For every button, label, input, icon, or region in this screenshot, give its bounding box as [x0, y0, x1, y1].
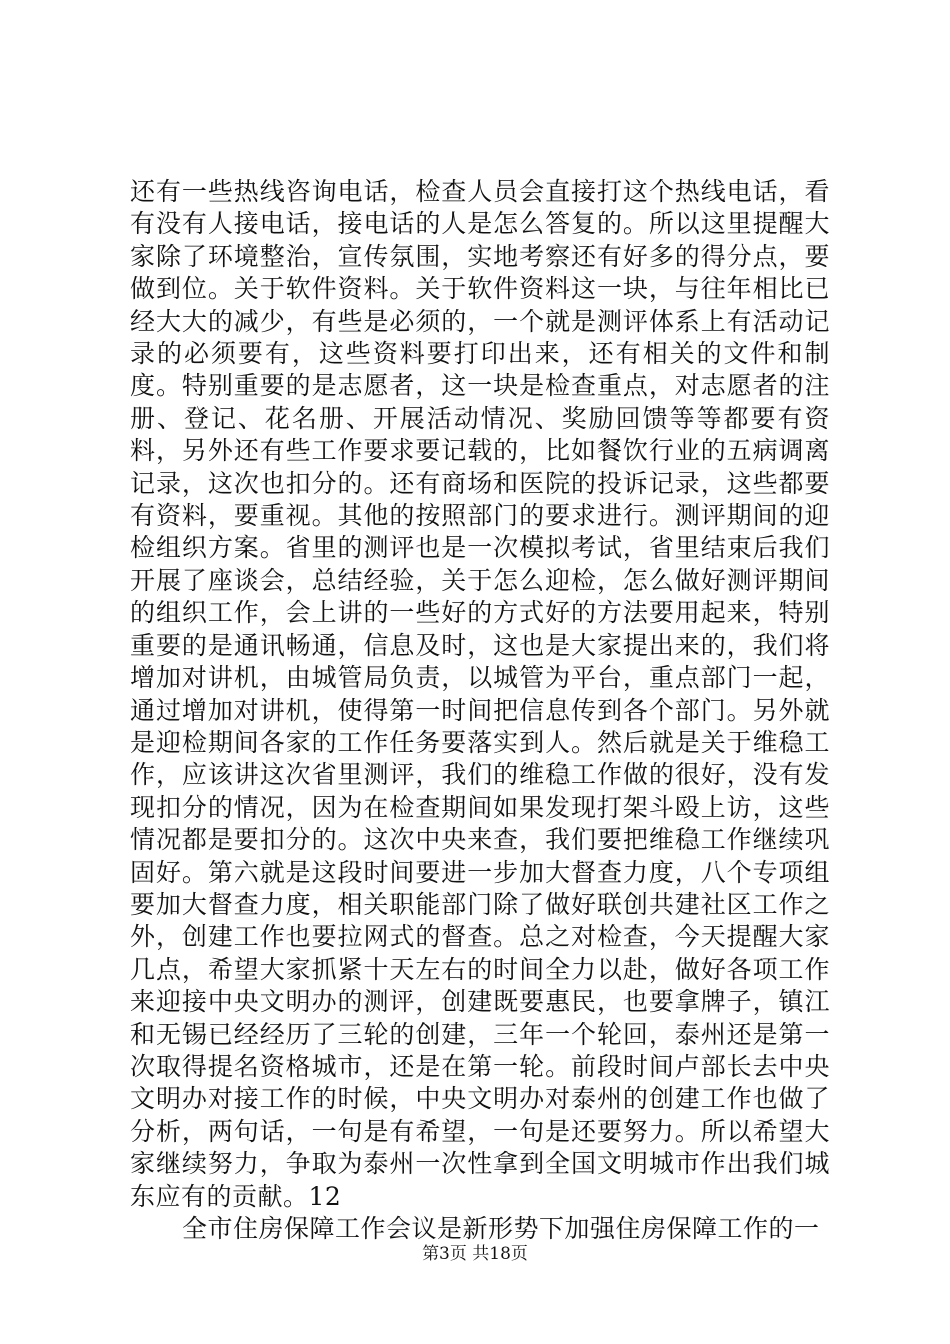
document-body	[130, 176, 830, 1245]
paragraph-1: 还有一些热线咨询电话，检查人员会直接打这个热线电话，看有没有人接电话，接电话的人是怎么答复的。所以这里提醒大家除了环境整治，宣传氛围，实地考察还有好多的得分点，要做到位。关于软件资料。关于软件资料这一块，与往年相比已经大大的减少，有些是必须的，一个就是测评体系上有活动记录的必须要有，这些资料要打印出来，还有相关的文件和制度。特别重要的是志愿者，这一块是检查重点，对志愿者的注册、登记、花名册、开展活动情况、奖励回馈等等都要有资料，另外还有些工作要求要记载的，比如餐饮行业的五病调离记录，这次也扣分的。还有商场和医院的投诉记录，这些都要有资料，要重视。其他的按照部门的要求进行。测评期间的迎检组织方案。省里的测评也是一次模拟考试，省里结束后我们开展了座谈会，总结经验，关于怎么迎检，怎么做好测评期间的组织工作，会上讲的一些好的方式好的方法要用起来，特别重要的是通讯畅通，信息及时，这也是大家提出来的，我们将增加对讲机，由城管局负责，以城管为平台，重点部门一起，通过增加对讲机，使得第一时间把信息传到各个部门。另外就是迎检期间各家的工作任务要落实到人。然后就是关于维稳工作，应该讲这次省里测评，我们的维稳工作做的很好，没有发现扣分的情况，因为在检查期间如果发现打架斗殴上访，这些情况都是要扣分的。这次中央来查，我们要把维稳工作继续巩固好。第六就是这段时间要进一步加大督查力度，八个专项组要加大督查力度，相关职能部门除了做好联创共建社区工作之外，创建工作也要拉网式的督查。总之对检查，今天提醒大家几点，希望大家抓紧十天左右的时间全力以赴，做好各项工作来迎接中央文明办的测评，创建既要惠民，也要拿牌子，镇江和无锡已经经历了三轮的创建，三年一个轮回，泰州还是第一次取得提名资格城市，还是在第一轮。前段时间卢部长去中央文明办对接工作的时候，中央文明办对泰州的创建工作也做了分析，两句话，一句是有希望，一句是还要努力。所以希望大家继续努力，争取为泰州一次性拿到全国文明城市作出我们城东应有的贡献。12	[130, 177, 830, 1211]
page-footer: 第3页 共18页	[422, 1244, 528, 1264]
paragraph-2: 全市住房保障工作会议是新形势下加强住房保障工作的一	[182, 1214, 820, 1243]
